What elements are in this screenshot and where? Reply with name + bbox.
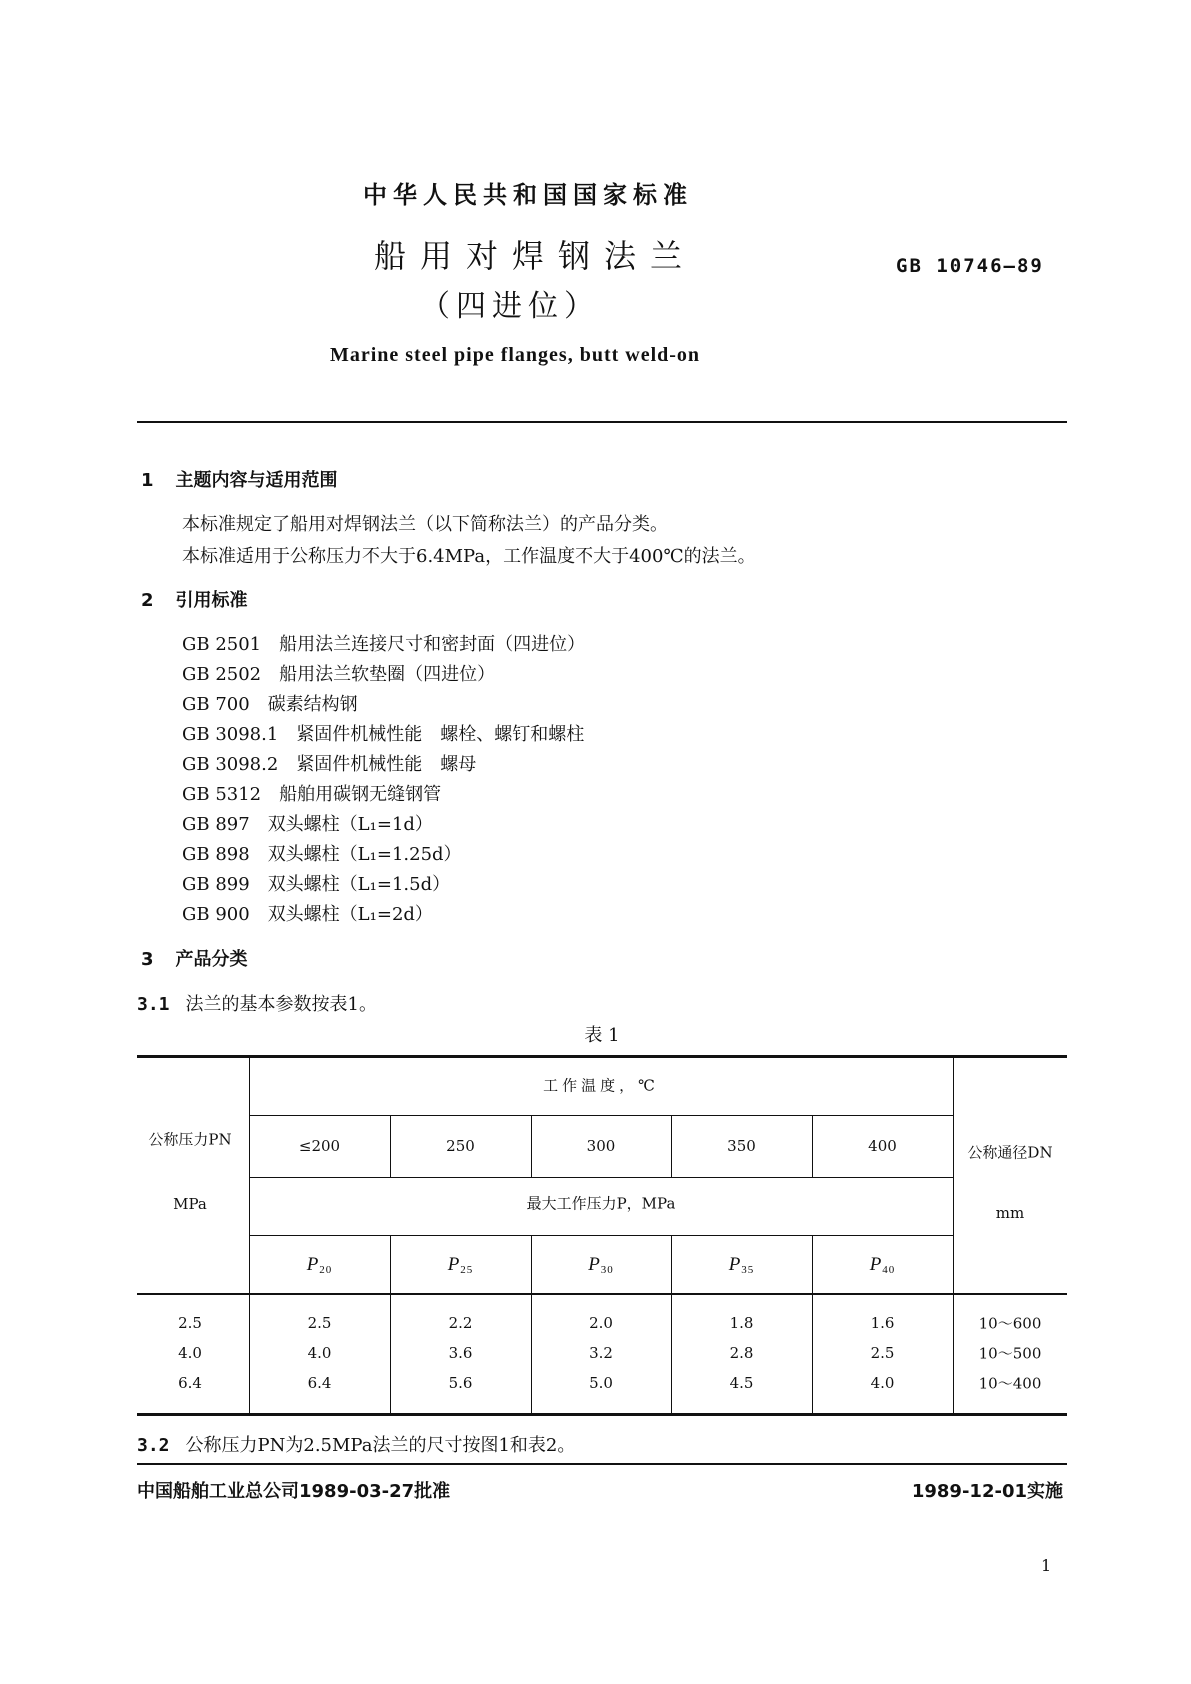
reference-code: GB 897 bbox=[182, 814, 250, 835]
max-pressure-cell: 1.8 bbox=[729, 1314, 754, 1332]
reference-list bbox=[182, 630, 585, 930]
max-pressure-cell: 2.0 bbox=[589, 1314, 613, 1332]
header-pn: 公称压力PN bbox=[148, 1130, 232, 1149]
header-max-pressure: 最大工作压力P，MPa bbox=[526, 1194, 676, 1213]
max-pressure-cell: 2.5 bbox=[307, 1314, 332, 1332]
header-rule bbox=[137, 421, 1067, 423]
reference-title: 双头螺柱（L₁=1d） bbox=[267, 814, 433, 835]
temperature-cell: 400 bbox=[868, 1137, 897, 1155]
header-pn-unit: MPa bbox=[173, 1195, 207, 1213]
reference-title: 碳素结构钢 bbox=[267, 694, 358, 715]
temperature-cell: 300 bbox=[586, 1137, 616, 1155]
reference-item bbox=[182, 900, 585, 930]
reference-item bbox=[182, 780, 585, 810]
max-pressure-cell: 2.2 bbox=[448, 1314, 473, 1332]
clause-3-1: 3.1 法兰的基本参数按表1。 bbox=[137, 994, 377, 1015]
pn-value-cell: 2.5 bbox=[178, 1314, 202, 1332]
pn-value-cell: 4.0 bbox=[178, 1344, 202, 1362]
reference-title: 双头螺柱（L₁=1.5d） bbox=[267, 874, 451, 895]
reference-title: 双头螺柱（L₁=1.25d） bbox=[267, 844, 462, 865]
max-pressure-cell: 6.4 bbox=[307, 1374, 332, 1392]
reference-code: GB 900 bbox=[182, 904, 250, 925]
reference-title: 船用法兰连接尺寸和密封面（四进位） bbox=[279, 634, 586, 655]
reference-title: 紧固件机械性能 螺栓、螺钉和螺柱 bbox=[296, 724, 585, 745]
reference-code: GB 5312 bbox=[182, 784, 262, 805]
pn-value-cell: 6.4 bbox=[178, 1374, 202, 1392]
pressure-symbol-cell: P40 bbox=[869, 1254, 896, 1276]
reference-title: 紧固件机械性能 螺母 bbox=[296, 754, 477, 775]
max-pressure-cell: 5.0 bbox=[589, 1374, 613, 1392]
temperature-cell: 350 bbox=[727, 1137, 756, 1155]
pressure-symbol-cell: P30 bbox=[588, 1254, 614, 1276]
reference-code: GB 2501 bbox=[182, 634, 262, 655]
reference-code: GB 2502 bbox=[182, 664, 262, 685]
dn-range-cell: 10～600 bbox=[978, 1314, 1042, 1333]
max-pressure-cell: 1.6 bbox=[870, 1314, 895, 1332]
reference-title: 船舶用碳钢无缝钢管 bbox=[279, 784, 442, 805]
section-2-heading: 2 引用标准 bbox=[141, 590, 248, 611]
org-title: 中华人民共和国国家标准 bbox=[363, 181, 693, 209]
approval-note: 中国船舶工业总公司1989-03-27批准 bbox=[137, 1481, 451, 1502]
header-dn-unit: mm bbox=[995, 1204, 1025, 1222]
reference-code: GB 700 bbox=[182, 694, 250, 715]
reference-code: GB 898 bbox=[182, 844, 250, 865]
max-pressure-cell: 4.5 bbox=[729, 1374, 754, 1392]
max-pressure-cell: 2.5 bbox=[870, 1344, 895, 1362]
max-pressure-cell: 3.2 bbox=[589, 1344, 613, 1362]
footer-rule bbox=[137, 1463, 1067, 1465]
reference-item bbox=[182, 840, 585, 870]
english-title: Marine steel pipe flanges, butt weld-on bbox=[329, 344, 701, 366]
reference-item bbox=[182, 720, 585, 750]
dn-range-cell: 10～500 bbox=[978, 1344, 1042, 1363]
reference-code: GB 3098.2 bbox=[182, 754, 279, 775]
reference-item bbox=[182, 690, 585, 720]
pressure-symbol-cell: P25 bbox=[447, 1254, 474, 1276]
header-dn: 公称通径DN bbox=[967, 1143, 1053, 1162]
paragraph: 本标准适用于公称压力不大于6.4MPa，工作温度不大于400℃的法兰。 bbox=[182, 546, 756, 567]
doc-title: 船用对焊钢法兰 bbox=[373, 237, 697, 275]
reference-item bbox=[182, 870, 585, 900]
reference-title: 船用法兰软垫圈（四进位） bbox=[279, 664, 496, 685]
max-pressure-cell: 2.8 bbox=[729, 1344, 754, 1362]
clause-3-2: 3.2 公称压力PN为2.5MPa法兰的尺寸按图1和表2。 bbox=[137, 1435, 576, 1456]
temperature-cell: ≤200 bbox=[298, 1137, 341, 1155]
effective-date: 1989-12-01实施 bbox=[911, 1481, 1063, 1502]
reference-item bbox=[182, 630, 585, 660]
pressure-symbol-cell: P20 bbox=[306, 1254, 333, 1276]
section-3-heading: 3 产品分类 bbox=[141, 949, 248, 970]
reference-title: 双头螺柱（L₁=2d） bbox=[267, 904, 433, 925]
table-caption: 表 1 bbox=[584, 1025, 620, 1046]
page-number: 1 bbox=[1041, 1556, 1052, 1575]
pressure-symbol-cell: P35 bbox=[728, 1254, 755, 1276]
section-1-heading: 1 主题内容与适用范围 bbox=[141, 470, 338, 491]
max-pressure-cell: 5.6 bbox=[448, 1374, 473, 1392]
max-pressure-cell: 3.6 bbox=[448, 1344, 473, 1362]
reference-item bbox=[182, 660, 585, 690]
max-pressure-cell: 4.0 bbox=[870, 1374, 895, 1392]
dn-range-cell: 10～400 bbox=[978, 1374, 1042, 1393]
max-pressure-cell: 4.0 bbox=[307, 1344, 332, 1362]
reference-code: GB 3098.1 bbox=[182, 724, 279, 745]
standard-code: GB 10746—89 bbox=[896, 255, 1044, 277]
doc-subtitle: （四进位） bbox=[420, 289, 600, 324]
reference-item bbox=[182, 810, 585, 840]
paragraph: 本标准规定了船用对焊钢法兰（以下简称法兰）的产品分类。 bbox=[182, 514, 668, 535]
temperature-cell: 250 bbox=[446, 1137, 475, 1155]
reference-code: GB 899 bbox=[182, 874, 250, 895]
reference-item bbox=[182, 750, 585, 780]
header-temperature: 工作温度，℃ bbox=[543, 1076, 659, 1095]
